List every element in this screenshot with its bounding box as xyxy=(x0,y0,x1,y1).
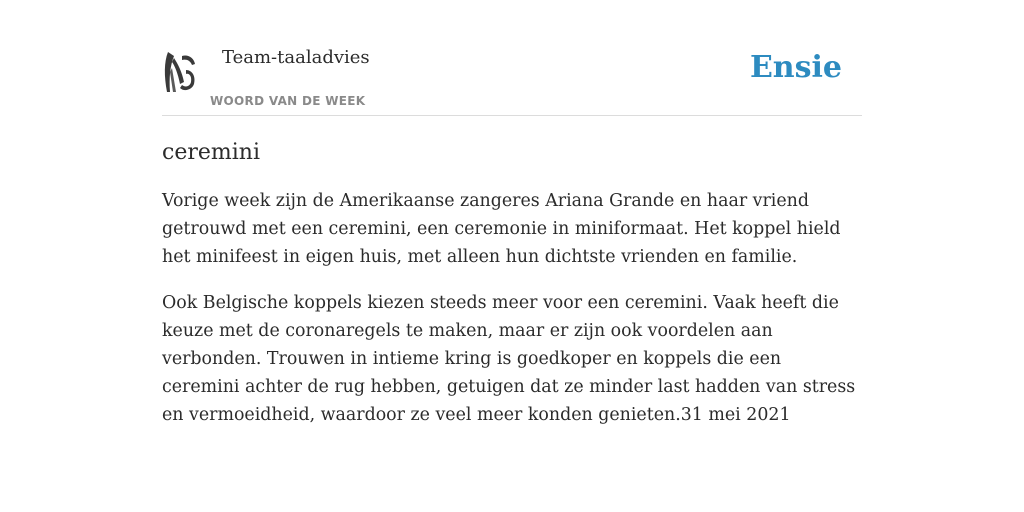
category-label: WOORD VAN DE WEEK xyxy=(210,94,366,108)
page-title: ceremini xyxy=(162,140,260,165)
brand-logo-link[interactable]: Ensie xyxy=(749,50,842,85)
lion-crest-icon xyxy=(162,48,198,96)
article-card xyxy=(162,40,862,429)
article-paragraph-2-text: Ook Belgische koppels kiezen steeds meer voor een ceremini. Vaak heeft die keuze met de coronaregels te maken, maar er zijn ook voordelen aan verbonden. Trouwen in intieme kring is goedkoper en koppels die een ceremini achter de rug hebben, getuigen dat ze minder last hadden van stress en vermoeidheid, waardoor ze veel meer konden genieten. xyxy=(162,293,856,425)
article-header xyxy=(162,40,862,116)
article-paragraph-2 xyxy=(162,289,862,429)
author-name[interactable]: Team-taaladvies xyxy=(222,47,370,68)
publish-date: 31 mei 2021 xyxy=(680,405,791,425)
article-paragraph-1: Vorige week zijn de Amerikaanse zangeres Ariana Grande en haar vriend getrouwd met een ceremini, een ceremonie in miniformaat. Het koppel hield het minifeest in eigen huis, met alleen hun dichtste vrienden en familie. xyxy=(162,191,841,267)
